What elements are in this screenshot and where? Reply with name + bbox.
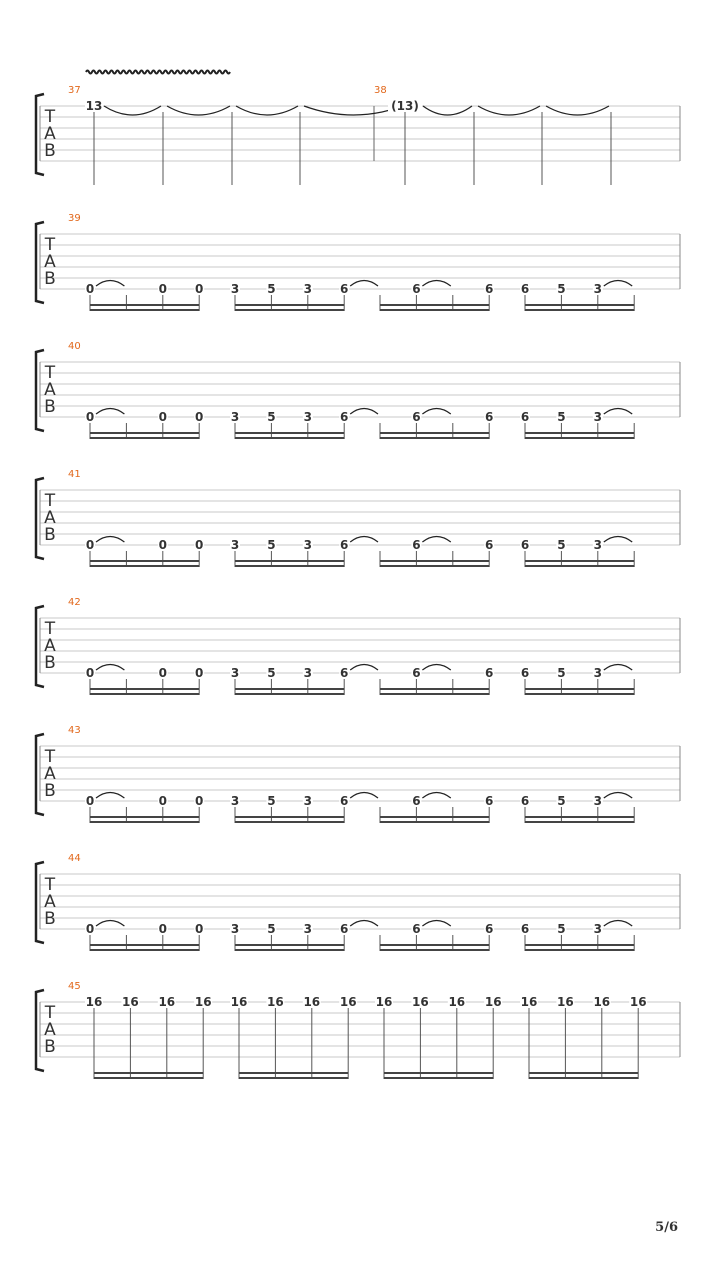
tie-arc <box>96 665 124 671</box>
tie-arc <box>604 537 632 543</box>
fret-number: 6 <box>520 282 530 296</box>
fret-number: 6 <box>340 410 349 424</box>
measure-number: 40 <box>68 341 81 352</box>
fret-number: 3 <box>303 922 312 936</box>
fret-number: 5 <box>557 922 566 936</box>
tie-arc <box>423 106 472 115</box>
tab-clef-letter: T <box>44 747 56 767</box>
tie-arc <box>350 409 378 415</box>
fret-number: 5 <box>267 282 276 296</box>
fret-number: 0 <box>195 794 204 808</box>
tab-clef-letter: B <box>44 397 56 417</box>
tab-clef-letter: T <box>44 875 56 895</box>
fret-number: 3 <box>230 410 240 424</box>
fret-number: 3 <box>303 794 312 808</box>
tie-arc <box>546 106 609 115</box>
tab-clef-letter: A <box>44 508 56 528</box>
tie-arc <box>422 409 450 415</box>
tie-arc <box>422 665 450 671</box>
fret-number: 16 <box>557 995 574 1009</box>
tab-clef-letter: B <box>44 909 56 929</box>
fret-number: 5 <box>267 538 276 552</box>
fret-number: 16 <box>85 995 103 1009</box>
fret-number: 6 <box>485 794 494 808</box>
fret-number: 0 <box>85 666 95 680</box>
tab-clef-letter: T <box>44 235 56 255</box>
measure-number: 38 <box>374 85 387 96</box>
fret-number: 3 <box>593 538 602 552</box>
tie-arc <box>96 793 124 799</box>
fret-number: 0 <box>158 922 167 936</box>
fret-number: 0 <box>85 538 95 552</box>
fret-number: 0 <box>195 410 204 424</box>
tie-arc <box>350 793 378 799</box>
fret-number: 16 <box>230 995 248 1009</box>
vibrato-mark <box>86 71 230 74</box>
fret-number: 3 <box>303 410 312 424</box>
fret-number: 6 <box>485 922 494 936</box>
fret-number: 6 <box>520 666 530 680</box>
fret-number: 5 <box>557 410 566 424</box>
fret-number: 6 <box>340 538 349 552</box>
tie-arc <box>478 106 540 115</box>
fret-number: 3 <box>303 538 312 552</box>
fret-number: 3 <box>230 794 240 808</box>
tie-arc <box>604 921 632 927</box>
tie-arc <box>604 281 632 287</box>
fret-number: 6 <box>412 794 421 808</box>
tab-clef-letter: A <box>44 380 56 400</box>
fret-number: 0 <box>85 282 95 296</box>
fret-number: 6 <box>412 282 421 296</box>
fret-number: 6 <box>485 410 494 424</box>
fret-number: 16 <box>520 995 538 1009</box>
fret-number: 16 <box>629 995 647 1009</box>
fret-number: 0 <box>85 922 95 936</box>
fret-number: 5 <box>267 410 276 424</box>
fret-number: 6 <box>412 538 421 552</box>
fret-number: 16 <box>448 995 466 1009</box>
fret-number: 6 <box>412 666 421 680</box>
fret-number: 0 <box>195 922 204 936</box>
tie-arc <box>167 106 230 115</box>
fret-number: 3 <box>593 794 602 808</box>
tab-clef-letter: B <box>44 269 56 289</box>
tab-clef-letter: T <box>44 619 56 639</box>
fret-number: 0 <box>195 666 204 680</box>
tie-arc <box>604 793 632 799</box>
tie-arc <box>422 921 450 927</box>
measure-number: 42 <box>68 597 81 608</box>
tie-arc <box>104 106 161 115</box>
fret-number: 0 <box>158 666 167 680</box>
tie-arc <box>422 281 450 287</box>
tie-arc <box>350 921 378 927</box>
fret-number: 6 <box>340 922 349 936</box>
tie-arc <box>604 409 632 415</box>
fret-number: 16 <box>194 995 212 1009</box>
fret-number: 5 <box>267 666 276 680</box>
fret-number: 0 <box>85 794 95 808</box>
fret-number: 6 <box>485 538 494 552</box>
fret-number: 6 <box>485 666 494 680</box>
fret-number: 16 <box>375 995 393 1009</box>
tie-arc <box>350 665 378 671</box>
fret-number: 16 <box>593 995 611 1009</box>
tab-clef-letter: A <box>44 124 56 144</box>
tab-clef-letter: T <box>44 491 56 511</box>
fret-number: 3 <box>593 282 602 296</box>
tie-arc <box>422 537 450 543</box>
fret-number: 3 <box>230 538 240 552</box>
fret-number: 0 <box>195 282 204 296</box>
tab-clef-letter: B <box>44 141 56 161</box>
fret-number: 16 <box>484 995 502 1009</box>
page-number: 5/6 <box>655 1220 678 1235</box>
tie-arc <box>604 665 632 671</box>
fret-number: 6 <box>485 282 494 296</box>
fret-number: 6 <box>412 410 421 424</box>
tie-arc <box>422 793 450 799</box>
fret-number: 0 <box>158 410 167 424</box>
fret-number: 16 <box>267 995 284 1009</box>
measure-number: 39 <box>68 213 81 224</box>
tab-clef-letter: A <box>44 764 56 784</box>
tab-clef-letter: A <box>44 1020 56 1040</box>
fret-number: 5 <box>557 794 566 808</box>
fret-number: 3 <box>303 282 312 296</box>
measure-number: 44 <box>68 853 81 864</box>
fret-number: 3 <box>593 666 602 680</box>
fret-number: (13) <box>391 99 419 113</box>
fret-number: 16 <box>339 995 357 1009</box>
tie-arc <box>96 921 124 927</box>
fret-number: 5 <box>557 666 566 680</box>
measure-number: 37 <box>68 85 81 96</box>
fret-number: 16 <box>158 995 176 1009</box>
fret-number: 6 <box>340 666 349 680</box>
tab-clef-letter: T <box>44 107 56 127</box>
fret-number: 0 <box>158 538 167 552</box>
tab-clef-letter: B <box>44 525 56 545</box>
fret-number: 6 <box>340 794 349 808</box>
fret-number: 6 <box>340 282 349 296</box>
tie-arc <box>350 281 378 287</box>
tab-clef-letter: A <box>44 252 56 272</box>
tab-clef-letter: A <box>44 636 56 656</box>
measure-number: 43 <box>68 725 81 736</box>
fret-number: 5 <box>267 794 276 808</box>
fret-number: 0 <box>158 282 167 296</box>
tie-arc <box>236 106 298 115</box>
fret-number: 0 <box>85 410 95 424</box>
tab-clef-letter: T <box>44 363 56 383</box>
tab-clef-letter: T <box>44 1003 56 1023</box>
fret-number: 6 <box>520 794 530 808</box>
fret-number: 6 <box>520 538 530 552</box>
fret-number: 3 <box>593 410 602 424</box>
measure-number: 41 <box>68 469 81 480</box>
tab-clef-letter: A <box>44 892 56 912</box>
fret-number: 0 <box>158 794 167 808</box>
fret-number: 3 <box>230 922 240 936</box>
fret-number: 6 <box>520 922 530 936</box>
tab-clef-letter: B <box>44 1037 56 1057</box>
fret-number: 16 <box>122 995 139 1009</box>
fret-number: 5 <box>267 922 276 936</box>
fret-number: 3 <box>230 666 240 680</box>
fret-number: 5 <box>557 538 566 552</box>
fret-number: 5 <box>557 282 566 296</box>
measure-number: 45 <box>68 981 81 992</box>
tie-arc <box>96 409 124 415</box>
fret-number: 0 <box>195 538 204 552</box>
fret-number: 6 <box>412 922 421 936</box>
fret-number: 3 <box>230 282 240 296</box>
fret-number: 16 <box>412 995 429 1009</box>
tie-arc <box>96 281 124 287</box>
tie-arc <box>350 537 378 543</box>
fret-number: 3 <box>593 922 602 936</box>
tab-clef-letter: B <box>44 653 56 673</box>
fret-number: 3 <box>303 666 312 680</box>
fret-number: 13 <box>85 99 103 113</box>
fret-number: 16 <box>303 995 321 1009</box>
tie-arc <box>96 537 124 543</box>
fret-number: 6 <box>520 410 530 424</box>
tab-clef-letter: B <box>44 781 56 801</box>
